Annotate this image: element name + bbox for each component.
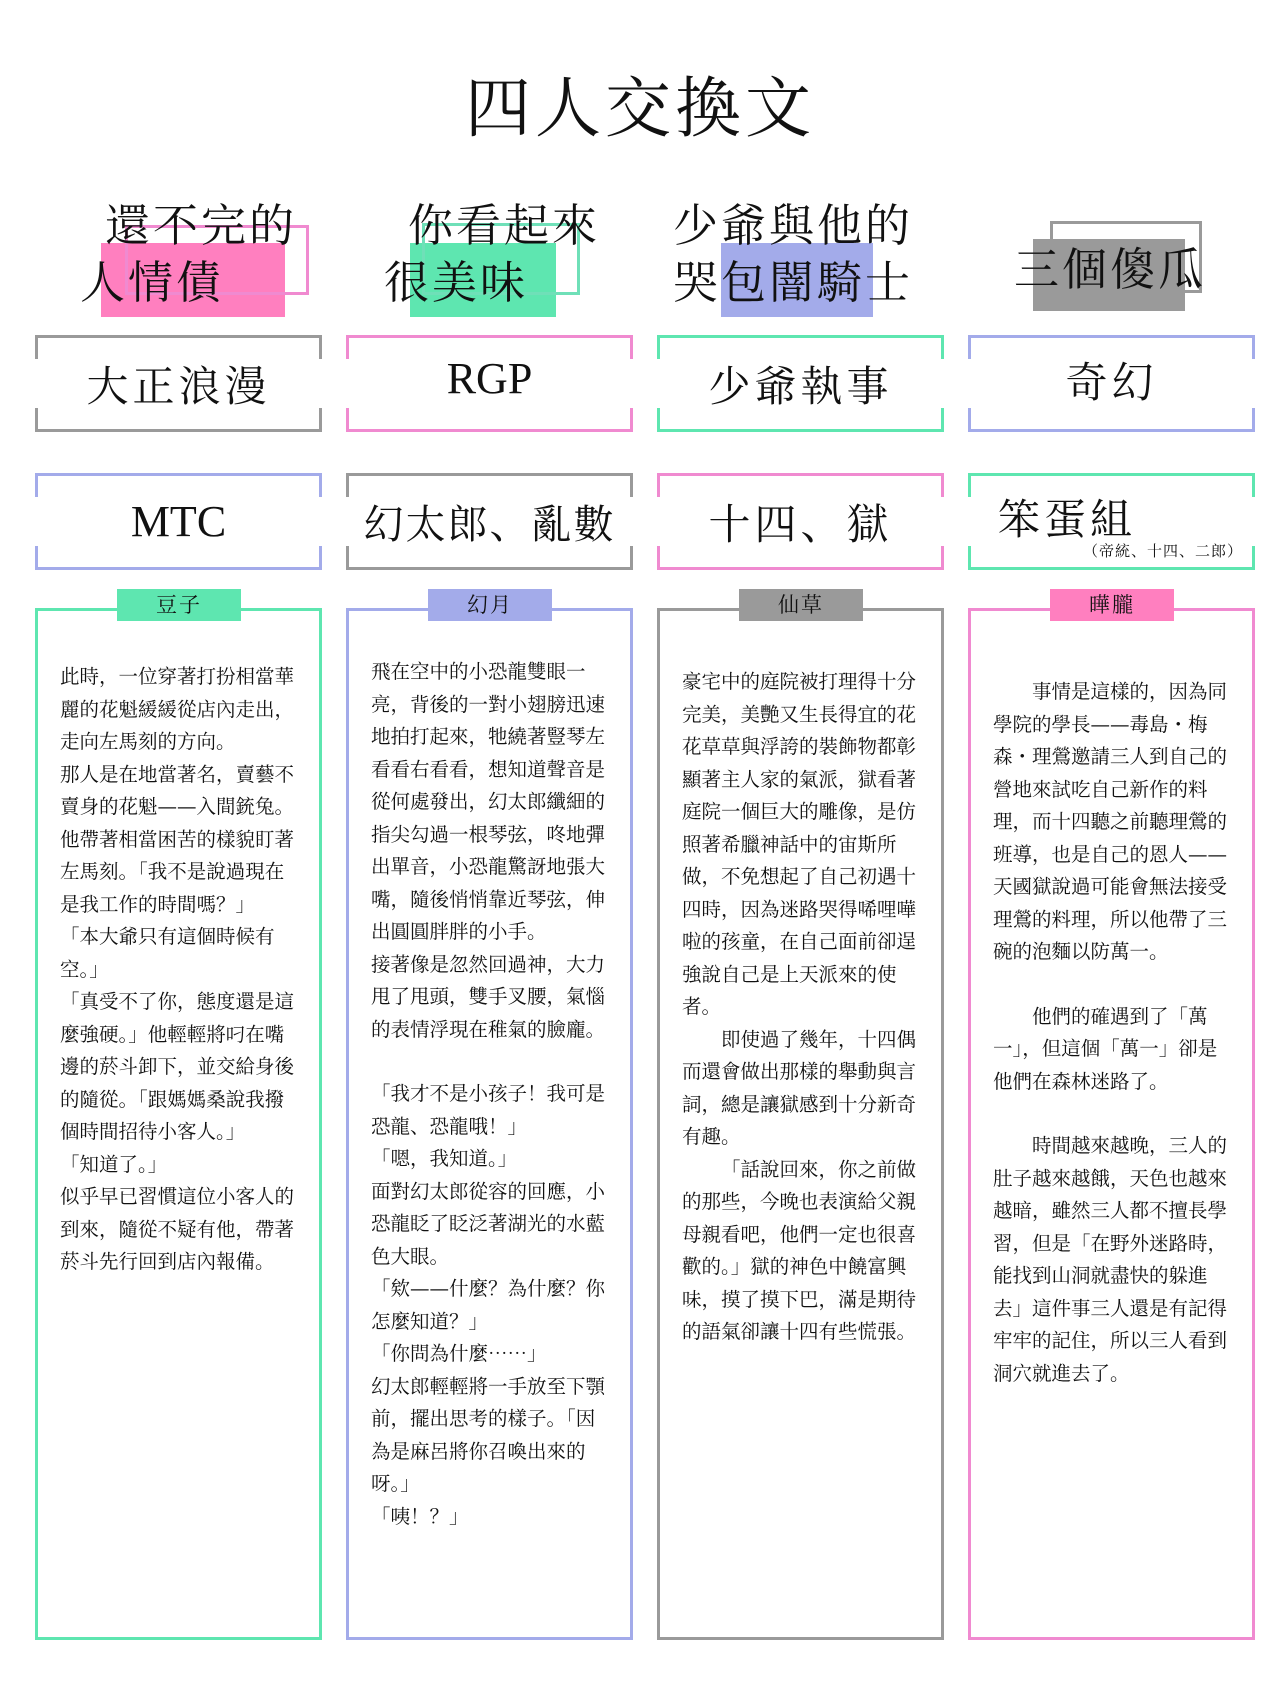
story-paragraph: 他帶著相當困苦的樣貌盯著左馬刻。「我不是說過現在是我工作的時間嗎？」 [60, 827, 295, 916]
genre-label: 少爺執事 [708, 361, 893, 411]
story-paragraph: 幻太郎輕輕將一手放至下顎前，擺出思考的樣子。「因為是麻呂將你召喚出來的呀。」 [371, 1374, 606, 1495]
story-paragraph: 「欸——什麼？為什麼？你怎麼知道？」 [371, 1277, 606, 1333]
author-tab: 豆子 [117, 589, 241, 621]
genre-label: RGP [446, 354, 533, 403]
heading-line-1: 還不完的 [105, 199, 298, 252]
story-paragraph: 此時，一位穿著打扮相當華麗的花魁緩緩從店內走出，走向左馬刻的方向。 [60, 665, 295, 753]
column-2-heading [346, 195, 633, 325]
fandom-label: 十四、獄 [708, 499, 893, 549]
story-paragraph: 即使過了幾年，十四偶而還會做出那樣的舉動與言詞，總是讓獄感到十分新奇有趣。 [682, 1027, 917, 1148]
genre-box [657, 335, 944, 432]
story-paragraph: 接著像是忽然回過神，大力甩了甩頭，雙手叉腰，氣惱的表情浮現在稚氣的臉龐。 [371, 952, 606, 1041]
story-paragraph: 「咦！？」 [371, 1504, 469, 1528]
story-paragraph: 「真受不了你，態度還是這麼強硬。」他輕輕將叼在嘴邊的菸斗卸下，並交給身後的隨從。「跟媽媽桑說我撥個時間招待小客人。」 [60, 990, 295, 1143]
fandom-note: （帝統、十四、二郎） [1082, 542, 1243, 560]
fandom-label: 笨蛋組 [998, 494, 1137, 544]
story-box [657, 608, 944, 1640]
heading-line-2: 人情債 [80, 256, 225, 309]
story-box [968, 608, 1255, 1640]
story-paragraph: 「你問為什麼⋯⋯」 [371, 1342, 547, 1365]
story-paragraph: 「知道了。」 [60, 1152, 168, 1176]
story-box [346, 608, 633, 1640]
story-text [993, 676, 1234, 1390]
fandom-box [657, 473, 944, 570]
genre-label: 奇幻 [1065, 357, 1158, 407]
story-paragraph: 他們的確遇到了「萬一」，但這個「萬一」卻是他們在森林迷路了。 [993, 1004, 1218, 1093]
genre-box [968, 335, 1255, 432]
column-1-heading [35, 195, 322, 325]
story-paragraph: 「我才不是小孩子！我可是恐龍、恐龍哦！」 [371, 1082, 606, 1138]
story-text [371, 656, 612, 1533]
column-3-heading [657, 195, 944, 325]
story-paragraph: 事情是這樣的，因為同學院的學長——毒島・梅森・理鶯邀請三人到自己的營地來試吃自己新作的料理，而十四聽之前聽理鶯的班導，也是自己的恩人——天國獄說過可能會無法接受理鶯的料理，所以他帶了三碗的泡麵以防萬一。 [993, 680, 1228, 963]
fandom-label: 幻太郎、亂數 [363, 502, 616, 548]
story-paragraph: 面對幻太郎從容的回應，小恐龍眨了眨泛著湖光的水藍色大眼。 [371, 1179, 606, 1268]
author-tab: 幻月 [428, 589, 552, 621]
fandom-box [35, 473, 322, 570]
column-4-heading [968, 195, 1255, 325]
genre-box [35, 335, 322, 432]
heading-line-1: 你看起來 [408, 199, 601, 252]
story-paragraph: 那人是在地當著名，賣藝不賣身的花魁——入間銃兔。 [60, 762, 295, 818]
author-tab: 曄朧 [1050, 589, 1174, 621]
story-text [60, 661, 301, 1279]
genre-label: 大正浪漫 [86, 361, 271, 411]
story-paragraph: 飛在空中的小恐龍雙眼一亮，背後的一對小翅膀迅速地拍打起來，牠繞著豎琴左看看右看看，想知道聲音是從何處發出，幻太郎纖細的指尖勾過一根琴弦，咚地彈出單音，小恐龍驚訝地張大嘴，隨後悄悄靠近琴弦，伸出圓圓胖胖的小手。 [371, 660, 606, 943]
fandom-box [346, 473, 633, 570]
story-paragraph: 「話說回來，你之前做的那些，今晚也表演給父親母親看吧，他們一定也很喜歡的。」獄的神色中饒富興味，摸了摸下巴，滿是期待的語氣卻讓十四有些慌張。 [682, 1157, 917, 1343]
story-paragraph: 「本大爺只有這個時候有空。」 [60, 925, 275, 981]
heading-line-2: 哭包闇騎士 [673, 256, 914, 309]
story-text [682, 666, 923, 1349]
story-paragraph: 似乎早已習慣這位小客人的到來，隨從不疑有他，帶著菸斗先行回到店內報備。 [60, 1185, 295, 1273]
heading-line-1: 少爺與他的 [673, 199, 914, 252]
story-paragraph: 時間越來越晚，三人的肚子越來越餓，天色也越來越暗，雖然三人都不擅長學習，但是「在野外迷路時，能找到山洞就盡快的躲進去」這件事三人還是有記得牢牢的記住，所以三人看到洞穴就進去了。 [993, 1134, 1228, 1385]
story-paragraph: 豪宅中的庭院被打理得十分完美，美艷又生長得宜的花花草草與浮誇的裝飾物都彰顯著主人家的氣派，獄看著庭院一個巨大的雕像，是仿照著希臘神話中的宙斯所做，不免想起了自己初遇十四時，因為迷路哭得唏哩嘩啦的孩童，在自己面前卻逞強說自己是上天派來的使者。 [682, 670, 917, 1018]
fandom-box [968, 473, 1255, 570]
story-paragraph: 「嗯，我知道。」 [371, 1147, 518, 1170]
genre-box [346, 335, 633, 432]
heading-line-1: 三個傻瓜 [1014, 243, 1207, 296]
author-tab: 仙草 [739, 589, 863, 621]
story-box [35, 608, 322, 1640]
fandom-label: MTC [130, 497, 227, 546]
page-title: 四人交換文 [465, 70, 815, 147]
heading-line-2: 很美味 [384, 256, 529, 309]
